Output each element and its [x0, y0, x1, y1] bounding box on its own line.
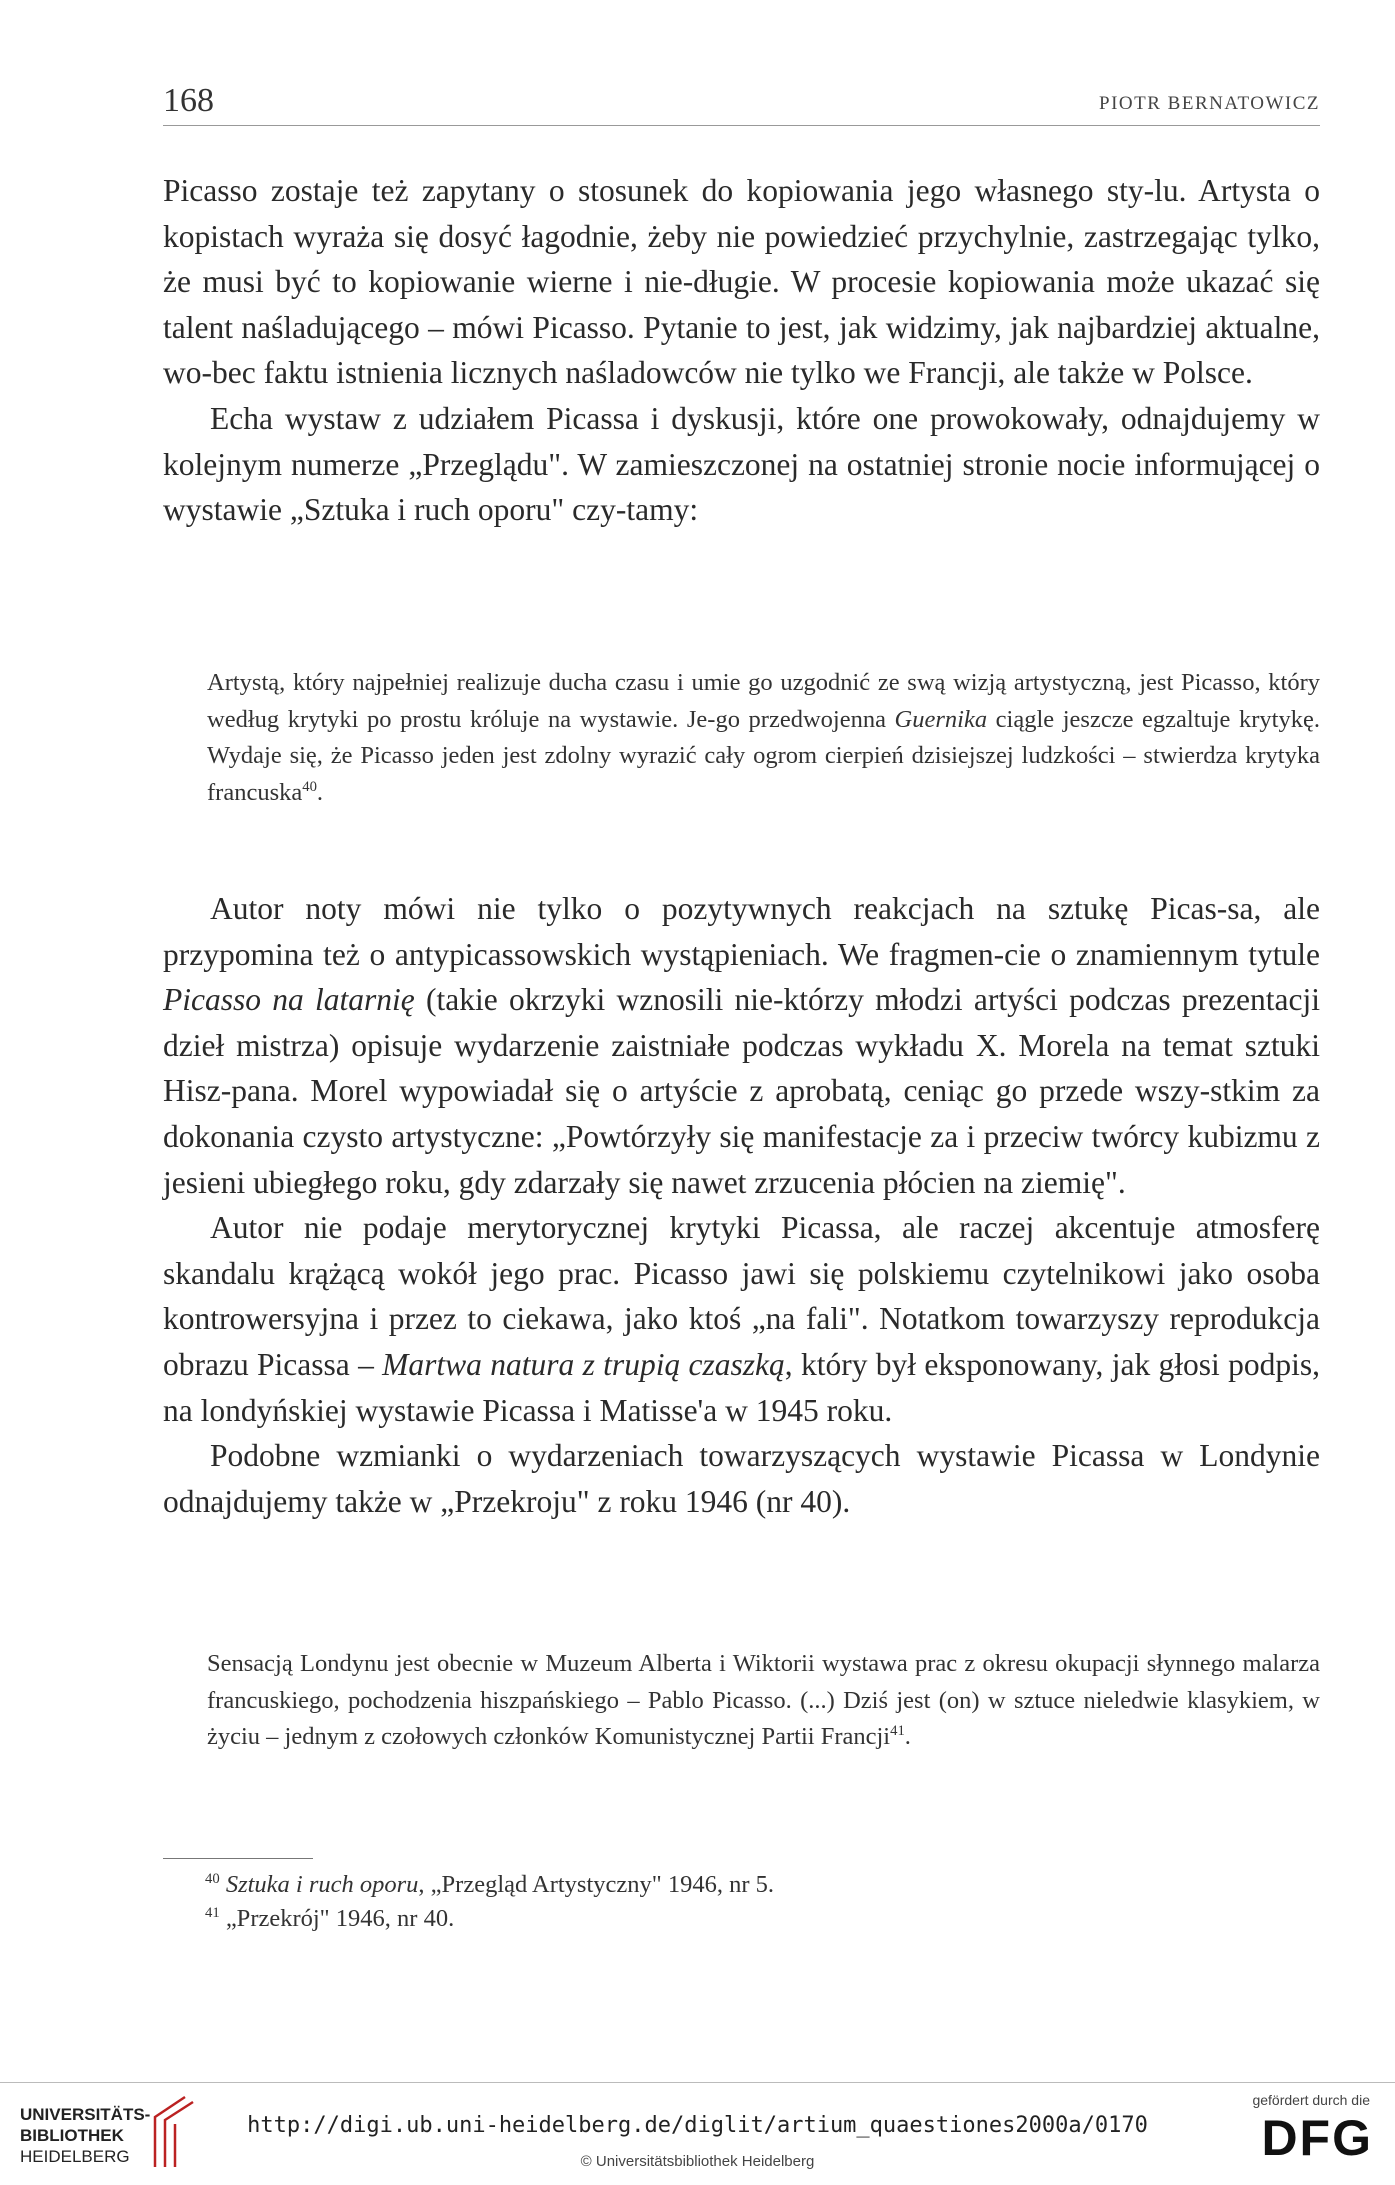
body-block-1 — [163, 168, 1320, 533]
footnote-rule — [163, 1858, 313, 1859]
running-head-author: PIOTR BERNATOWICZ — [1099, 93, 1320, 114]
paragraph: Podobne wzmianki o wydarzeniach towarzyszących wystawie Picassa w Londynie odnajdujemy także w „Przekroju" z roku 1946 (nr 40). — [163, 1438, 1320, 1519]
quote-text: Artystą, który najpełniej realizuje ducha czasu i umie go uzgodnić ze swą wizją artystyczną, jest Picasso, który według krytyki po prostu króluje na wystawie. Je-go przedwojenna Guernika ciągle jeszcze egzaltuje krytykę. Wydaje się, że Picasso jeden jest zdolny wyrazić cały ogrom cierpień dzisiejszej ludzkości – stwierdza krytyka francuska$^{40}$. — [207, 669, 1320, 806]
paragraph: Picasso zostaje też zapytany o stosunek do kopiowania jego własnego sty-lu. Artysta o kopistach wyraża się dosyć łagodnie, żeby nie powiedzieć przychylnie, zastrzegając tylko, że musi być to kopiowanie wierne i nie-długie. W procesie kopiowania może ukazać się talent naśladującego – mówi Picasso. Pytanie to jest, jak widzimy, jak najbardziej aktualne, wo-bec faktu istnienia licznych naśladowców nie tylko we Francji, ale także w Polsce. — [163, 173, 1320, 391]
footnote: $^{40}$ Sztuka i ruch oporu, „Przegląd Artystyczny" 1946, nr 5. — [205, 1870, 775, 1898]
funder-note: gefördert durch die — [1252, 2092, 1370, 2108]
copyright-notice: © Universitätsbibliothek Heidelberg — [580, 2153, 815, 2170]
quote-text: Sensacją Londynu jest obecnie w Muzeum Alberta i Wiktorii wystawa prac z okresu okupacji słynnego malarza francuskiego, pochodzenia hiszpańskiego – Pablo Picasso. (...) Dziś jest (on) w sztuce nieledwie klasykiem, w życiu – jednym z czołowych członków Komunistycznej Partii Francji$^{41}$. — [207, 1650, 1320, 1750]
block-quote — [207, 665, 1320, 811]
footer-rule — [0, 2082, 1395, 2083]
paragraph: Autor nie podaje merytorycznej krytyki Picassa, ale raczej akcentuje atmosferę skandalu krążącą wokół jego prac. Picasso jawi się polskiemu czytelnikowi jako osoba kontrowersyjna i przez to ciekawa, jako ktoś „na fali". Notatkom towarzyszy reprodukcja obrazu Picassa – Martwa natura z trupią czaszką, który był eksponowany, jak głosi podpis, na londyńskiej wystawie Picassa i Matisse'a w 1945 roku. — [163, 1210, 1321, 1428]
footnote-ref[interactable]: 40 — [302, 778, 317, 795]
body-block-2 — [163, 886, 1320, 1524]
permalink-url[interactable]: http://digi.ub.uni-heidelberg.de/diglit/artium_quaestiones2000a/0170 — [247, 2113, 1148, 2138]
header-rule — [163, 125, 1320, 126]
block-quote — [207, 1646, 1320, 1756]
footnote-ref[interactable]: 41 — [890, 1722, 905, 1739]
footnotes — [205, 1868, 1305, 1936]
paragraph: Echa wystaw z udziałem Picassa i dyskusji, które one prowokowały, odnajdujemy w kolejnym numerze „Przeglądu". W zamieszczonej na ostatniej stronie nocie informującej o wystawie „Sztuka i ruch oporu" czy-tamy: — [163, 400, 1320, 528]
library-logo[interactable]: UNIVERSITÄTS- BIBLIOTHEK HEIDELBERG — [20, 2105, 151, 2166]
paragraph: Autor noty mówi nie tylko o pozytywnych reakcjach na sztukę Picas-sa, ale przypomina też o antypicassowskich wystąpieniach. We fragmen-cie o znamiennym tytule Picasso na latarnię (takie okrzyki wznosili nie-którzy młodzi artyści podczas prezentacji dzieł mistrza) opisuje wydarzenie zaistniałe podczas wykładu X. Morela na temat sztuki Hisz-pana. Morel wypowiadał się o artyście z aprobatą, ceniąc go przede wszy-stkim za dokonania czysto artystyczne: „Powtórzyły się manifestacje za i przeciw twórcy kubizmu z jesieni ubiegłego roku, gdy zdarzały się nawet zrzucenia płócien na ziemię". — [163, 891, 1320, 1200]
page-number: 168 — [163, 82, 214, 119]
footnote: $^{41}$ „Przekrój" 1946, nr 40. — [205, 1904, 455, 1932]
dfg-logo[interactable]: DFG — [1261, 2110, 1373, 2166]
